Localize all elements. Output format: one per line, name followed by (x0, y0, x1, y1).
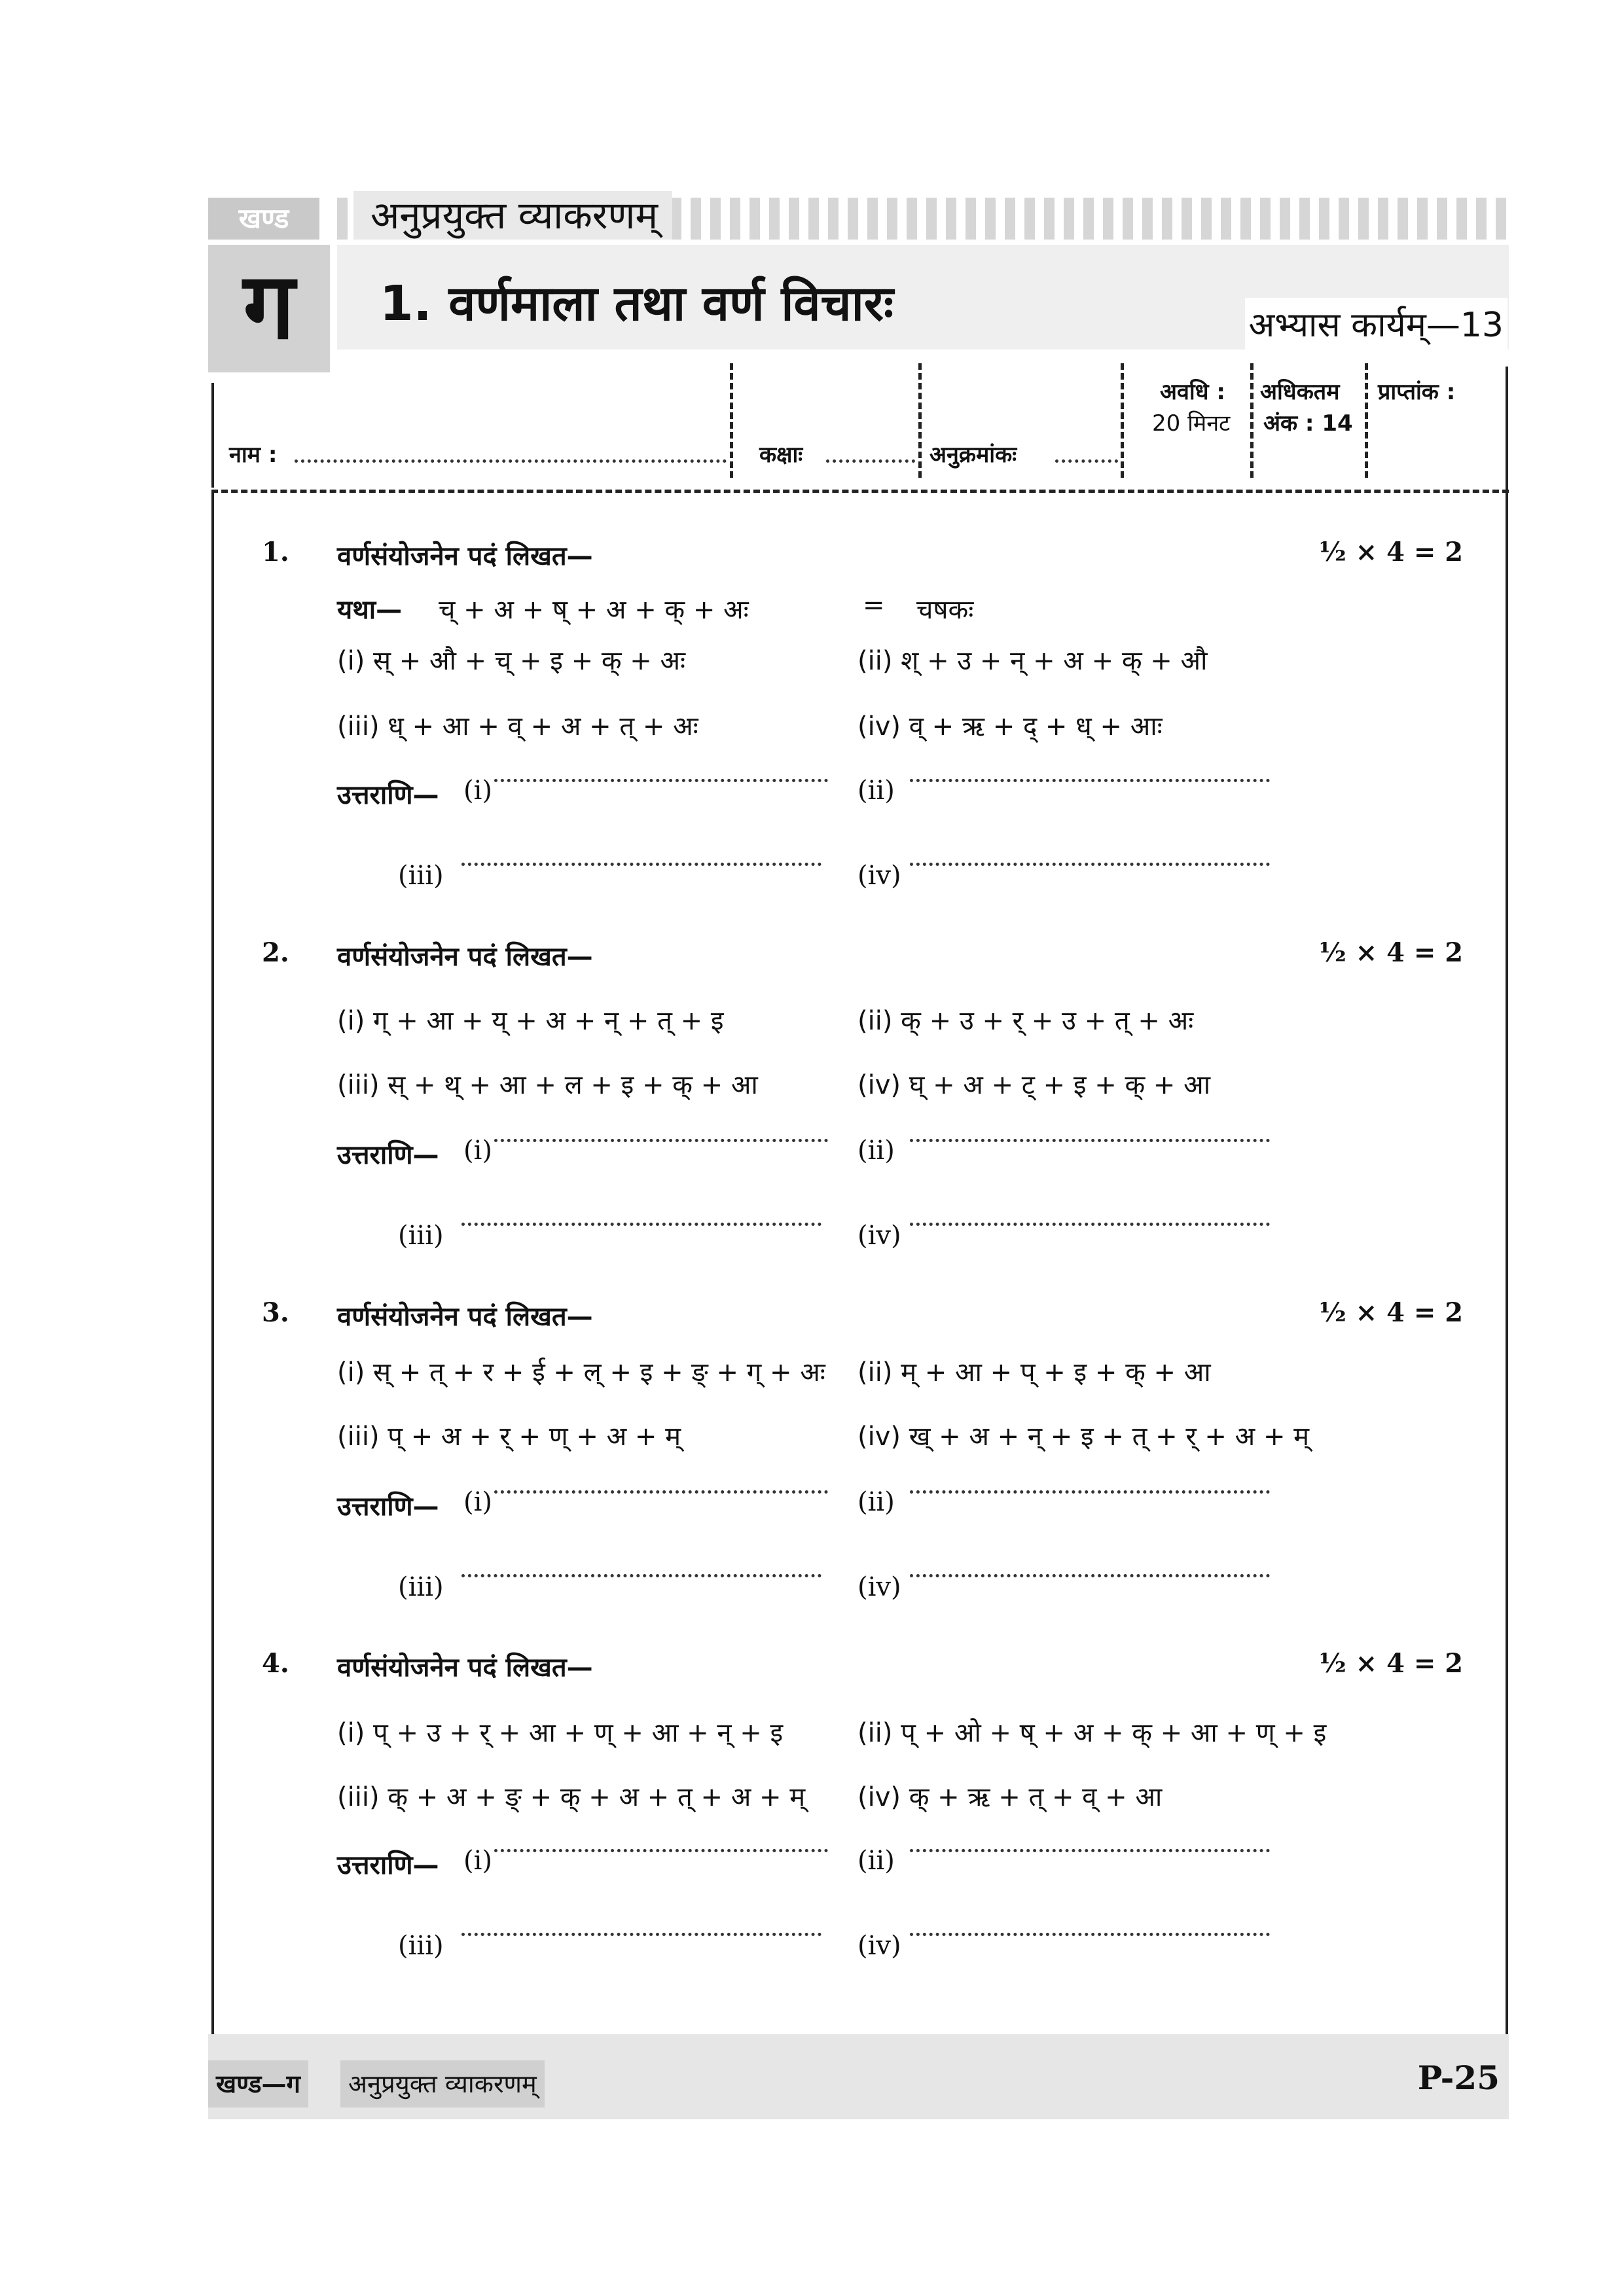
question-item: (i) ग् + आ + य् + अ + न् + त् + इ (337, 1006, 724, 1036)
answers-label: उत्तराणि— (337, 1492, 439, 1522)
answer-roman: (ii) (857, 776, 895, 806)
page-left-border (211, 490, 214, 2034)
answer-roman: (ii) (857, 1136, 895, 1166)
duration-value: 20 मिनट (1152, 410, 1231, 437)
question-item: (ii) क् + उ + र् + उ + त् + अः (857, 1006, 1194, 1036)
question-item: (ii) श् + उ + न् + अ + क् + औ (857, 646, 1208, 676)
answer-roman: (i) (463, 776, 493, 806)
answer-line[interactable] (910, 1490, 1270, 1494)
question-item: (iv) घ् + अ + ट् + इ + क् + आ (857, 1070, 1211, 1100)
example-label: यथा— (337, 595, 403, 625)
answers-label: उत्तराणि— (337, 1140, 439, 1170)
answer-roman: (iii) (398, 1572, 444, 1602)
answer-roman: (iv) (857, 1221, 901, 1251)
question-number: 1. (262, 537, 289, 567)
roll-field[interactable] (1055, 459, 1118, 463)
question-item: (iv) व् + ऋ + द् + ध् + आः (857, 711, 1163, 742)
footer-section-title: अनुप्रयुक्त व्याकरणम् (340, 2060, 545, 2108)
answer-line[interactable] (910, 1223, 1270, 1226)
answer-line[interactable] (494, 1490, 828, 1494)
question-item: (ii) प् + ओ + ष् + अ + क् + आ + ण् + इ (857, 1718, 1327, 1748)
info-left-border (211, 383, 214, 488)
answer-roman: (iii) (398, 861, 444, 891)
example-answer: चषकः (916, 595, 974, 625)
max-marks-value: अंक : 14 (1263, 410, 1353, 437)
example-expression: च् + अ + ष् + अ + क् + अः (439, 595, 749, 625)
answer-line[interactable] (910, 1139, 1270, 1142)
answer-line[interactable] (910, 1933, 1270, 1936)
footer-section: खण्ड—ग (208, 2060, 308, 2108)
answer-line[interactable] (461, 863, 821, 866)
duration-label: अवधि : (1160, 379, 1226, 405)
answer-roman: (i) (463, 1487, 493, 1517)
info-divider (1250, 363, 1254, 478)
question-marks: ½ × 4 = 2 (1319, 1297, 1464, 1328)
answer-roman: (ii) (857, 1846, 895, 1876)
max-marks-label: अधिकतम (1260, 379, 1340, 405)
question-item: (iv) क् + ऋ + त् + व् + आ (857, 1782, 1163, 1812)
info-divider (730, 363, 733, 478)
question-item: (i) स् + त् + र + ई + ल् + इ + ङ् + ग् + अः (337, 1357, 825, 1388)
answer-line[interactable] (910, 779, 1270, 782)
info-divider (918, 363, 922, 478)
class-field[interactable] (826, 459, 915, 463)
answers-label: उत्तराणि— (337, 780, 439, 810)
question-number: 3. (262, 1297, 289, 1328)
exercise-number: अभ्यास कार्यम्—13 (1245, 298, 1508, 350)
answer-roman: (ii) (857, 1487, 895, 1517)
info-divider (1121, 363, 1124, 478)
name-label: नाम : (229, 442, 278, 468)
chapter-title: 1. वर्णमाला तथा वर्ण विचारः (380, 276, 894, 332)
example-equals: = (863, 590, 885, 620)
header-separator (211, 490, 1509, 493)
info-divider (1365, 363, 1368, 478)
answer-line[interactable] (494, 779, 828, 782)
answer-roman: (iv) (857, 1931, 901, 1961)
class-label: कक्षाः (759, 442, 803, 468)
question-item: (ii) म् + आ + प् + इ + क् + आ (857, 1357, 1211, 1388)
question-item: (iii) प् + अ + र् + ण् + अ + म् (337, 1422, 681, 1452)
question-number: 2. (262, 937, 289, 968)
answer-line[interactable] (461, 1223, 821, 1226)
answer-roman: (iii) (398, 1931, 444, 1961)
page-right-border (1506, 367, 1508, 2034)
answer-line[interactable] (910, 1574, 1270, 1577)
question-title: वर्णसंयोजनेन पदं लिखत— (337, 1653, 593, 1683)
answers-label: उत्तराणि— (337, 1850, 439, 1880)
answer-line[interactable] (461, 1574, 821, 1577)
question-item: (iii) स् + थ् + आ + ल + इ + क् + आ (337, 1070, 758, 1100)
question-item: (i) स् + औ + च् + इ + क् + अः (337, 646, 686, 676)
question-title: वर्णसंयोजनेन पदं लिखत— (337, 1302, 593, 1332)
answer-line[interactable] (494, 1849, 828, 1852)
answer-line[interactable] (910, 1849, 1270, 1852)
question-item: (i) प् + उ + र् + आ + ण् + आ + न् + इ (337, 1718, 784, 1748)
question-marks: ½ × 4 = 2 (1319, 537, 1464, 567)
question-title: वर्णसंयोजनेन पदं लिखत— (337, 541, 593, 571)
answer-line[interactable] (461, 1933, 821, 1936)
answer-line[interactable] (494, 1139, 828, 1142)
answer-line[interactable] (910, 863, 1270, 866)
page-number: P-25 (1417, 2058, 1500, 2097)
question-item: (iii) क् + अ + ङ् + क् + अ + त् + अ + म् (337, 1782, 806, 1812)
obtained-marks-label: प्राप्तांक : (1378, 379, 1456, 405)
question-number: 4. (262, 1648, 289, 1679)
section-title: अनुप्रयुक्त व्याकरणम् (353, 191, 672, 240)
answer-roman: (i) (463, 1846, 493, 1876)
question-item: (iv) ख् + अ + न् + इ + त् + र् + अ + म् (857, 1422, 1310, 1452)
question-marks: ½ × 4 = 2 (1319, 937, 1464, 968)
roll-label: अनुक्रमांकः (929, 442, 1017, 468)
question-item: (iii) ध् + आ + व् + अ + त् + अः (337, 711, 698, 742)
answer-roman: (iii) (398, 1221, 444, 1251)
section-tag: खण्ड (208, 198, 319, 240)
question-marks: ½ × 4 = 2 (1319, 1648, 1464, 1679)
answer-roman: (iv) (857, 861, 901, 891)
answer-roman: (i) (463, 1136, 493, 1166)
name-field[interactable] (295, 459, 727, 463)
section-letter: ग (208, 245, 330, 372)
question-title: वर्णसंयोजनेन पदं लिखत— (337, 942, 593, 972)
answer-roman: (iv) (857, 1572, 901, 1602)
